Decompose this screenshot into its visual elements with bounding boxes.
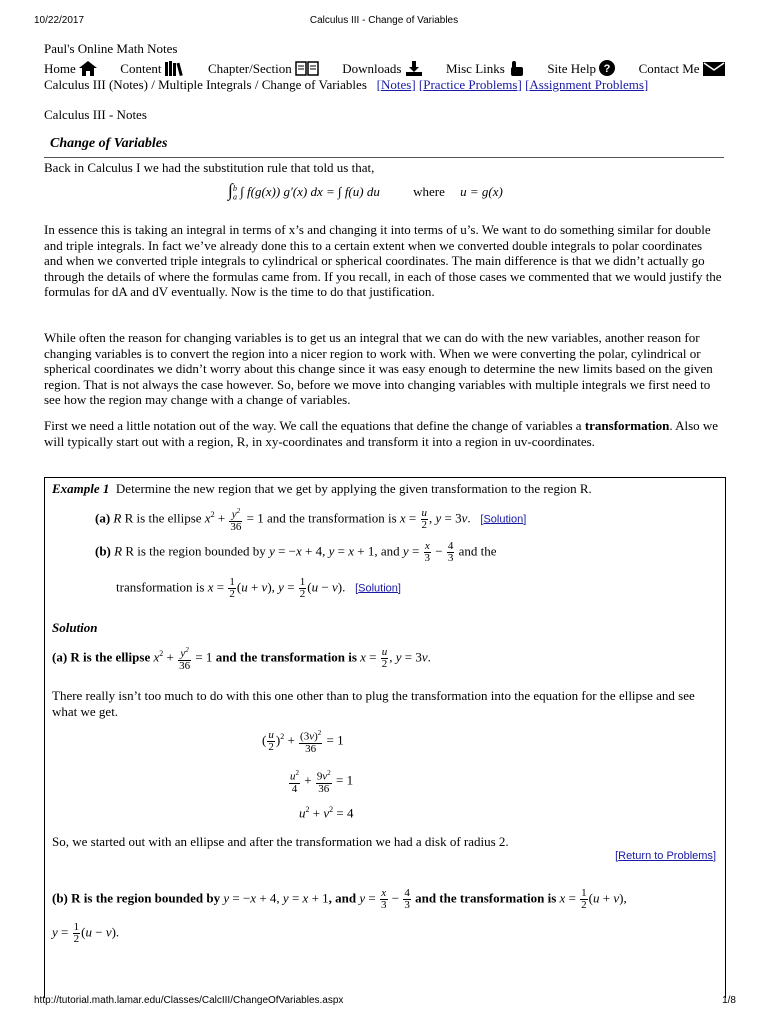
print-date: 10/22/2017	[34, 15, 85, 26]
example-heading: Example 1 Determine the new region that we get by applying the given transformation to the region R.	[52, 481, 592, 496]
help-icon	[599, 60, 615, 76]
print-page-title: Calculus III - Change of Variables	[309, 15, 459, 26]
part-b: (b) R R is the region bounded by y = −x + 4, y = x + 1, and y = $\frac{x}{3}$ − $\frac{4}{3}$ and the	[95, 540, 497, 564]
page-title: Change of Variables	[50, 136, 168, 151]
part-b-transformation: transformation is x = $\frac{1}{2}$ (u + v), y = $\frac{1}{2}$ (u − v). [Solution]	[116, 576, 401, 600]
nav-content[interactable]: Content	[120, 61, 184, 77]
assignment-problems-link[interactable]: Assignment Problems	[529, 77, 644, 92]
solution-a-heading: (a) R is the ellipse $x^2$ + $\frac{y^2}{36}$ = 1 and the transformation is x = $\frac{u}{2}$ , y = 3v.	[52, 645, 431, 672]
print-footer	[0, 995, 768, 1009]
solution-a-result: So, we started out with an ellipse and after the transformation we had a disk of radius 2.	[52, 834, 509, 849]
section-label: Calculus III - Notes	[44, 107, 147, 122]
open-book-icon	[295, 61, 319, 76]
solution-heading: Solution	[52, 620, 98, 635]
svg-text:?: ?	[603, 63, 611, 75]
home-icon	[79, 61, 97, 76]
paragraph-1: In essence this is taking an integral in terms of x’s and changing it into terms of u’s. We want to do something similar for double and triple integrals. In fact we’ve already done this to a certain extent when we converted double integrals to polar coordinates and when we converted triple integrals to cylindrical or spherical coordinates. The main difference is that we didn’t actually go through the details of where the formulas came from. If you recall, in each of those cases we commented that we would justify the formulas for dA and dV eventually. Now is the time to do that justification.	[44, 222, 722, 300]
breadcrumb: Calculus III (Notes) / Multiple Integrals / Change of Variables [Notes] [Practice Problems] [Assignment Problems]	[44, 77, 649, 92]
intro-line: Back in Calculus I we had the substitution rule that told us that,	[44, 160, 375, 175]
notes-link[interactable]: Notes	[380, 77, 412, 92]
solution-b-heading: (b) R is the region bounded by y = −x + 4, y = x + 1, and y = $\frac{x}{3}$ − $\frac{4}{3}$ and the transformation is x = $\frac{1}{2}$ (u + v),	[52, 887, 627, 911]
title-rule	[44, 157, 724, 158]
substitution-rule: $\int_a^b$ ∫ f(g(x)) g′(x) dx = ∫ f(u) du where u = g(x)	[228, 180, 503, 202]
solution-link-b[interactable]: Solution	[358, 582, 398, 595]
print-url: http://tutorial.math.lamar.edu/Classes/CalcIII/ChangeOfVariables.aspx	[34, 995, 344, 1006]
solution-a-paragraph: There really isn’t too much to do with this one other than to plug the transformation into the equation for the ellipse and see what we get.	[52, 688, 695, 719]
return-to-problems: [Return to Problems]	[615, 850, 716, 862]
print-page-number: 1/8	[722, 995, 736, 1006]
paragraph-3: First we need a little notation out of the way. We call the equations that define the change of variables a transformation. Also we will typically start out with a region, R, in xy-coordinates and transform it into a region in uv-coordinates.	[44, 418, 719, 449]
part-a: (a) R R is the ellipse $x^2$ + $\frac{y^2}{36}$ = 1 and the transformation is x = $\frac{u}{2}$ , y = 3v. [Solution]	[95, 506, 527, 533]
print-header	[0, 15, 768, 29]
nav-home[interactable]: Home	[44, 61, 97, 77]
nav-site-help[interactable]: Site Help ?	[547, 60, 615, 77]
nav-contact-me[interactable]: Contact Me	[639, 61, 725, 77]
solution-link-a[interactable]: Solution	[483, 513, 524, 526]
paragraph-2: While often the reason for changing variables is to get us an integral that we can do with the new variables, another reason for changing variables is to convert the region into a nicer region to work with. When we were converting the polar, cylindrical or spherical coordinates we didn’t worry about this change since it was easy enough to determine the new limits based on the given region. That is not always the case however. So, before we move into changing variables with multiple integrals we first need to see how the region may change with a change of variables.	[44, 330, 713, 408]
site-name: Paul's Online Math Notes	[44, 41, 178, 56]
solution-a-step-2: $\frac{u^2}{4}$ + $\frac{9v^2}{36}$ = 1	[290, 769, 354, 795]
solution-a-step-3: $u^2 + v^2 = 4$	[299, 805, 354, 821]
solution-b-transformation: y = $\frac{1}{2}$ (u − v).	[52, 921, 120, 945]
download-icon	[405, 61, 423, 76]
return-to-problems-link[interactable]: Return to Problems	[618, 850, 713, 862]
nav-misc-links[interactable]: Misc Links	[446, 61, 524, 77]
pointing-hand-icon	[508, 61, 524, 76]
books-icon	[165, 61, 185, 76]
nav-chapter-section[interactable]: Chapter/Section	[208, 61, 319, 77]
envelope-icon	[703, 62, 725, 76]
solution-a-step-1: ( $\frac{u}{2}$ )$^2$ + $\frac{(3v)^2}{36}$ = 1	[262, 728, 344, 755]
practice-problems-link[interactable]: Practice Problems	[423, 77, 518, 92]
nav-downloads[interactable]: Downloads	[342, 61, 422, 77]
site-nav	[44, 60, 745, 77]
